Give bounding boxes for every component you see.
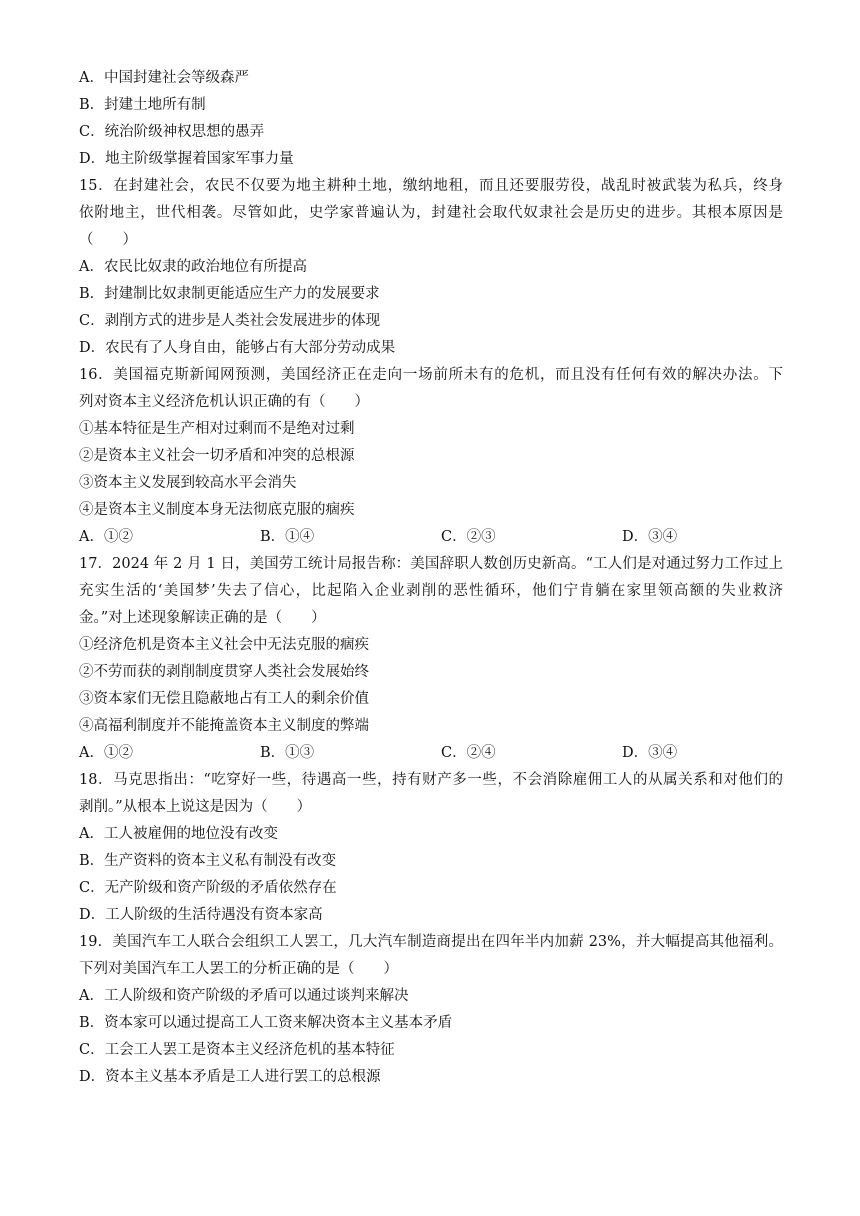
- q19-stem-line-1: 19．美国汽车工人联合会组织工人罢工，几大汽车制造商提出在四年半内加薪 23%，并大幅提高其他福利。: [79, 934, 783, 950]
- q17-choice-d: D．③④: [622, 745, 678, 761]
- q17-choice-a: A．①②: [79, 745, 133, 761]
- q17-statement-3: ③资本家们无偿且隐蔽地占有工人的剩余价值: [79, 691, 369, 707]
- q16-choice-c: C．②③: [441, 529, 496, 545]
- q15-option-b: B．封建制比奴隶制更能适应生产力的发展要求: [79, 286, 380, 302]
- q17-statement-2: ②不劳而获的剥削制度贯穿人类社会发展始终: [79, 664, 369, 680]
- q19-option-d: D．资本主义基本矛盾是工人进行罢工的总根源: [79, 1069, 381, 1085]
- q14-option-b: B．封建土地所有制: [79, 97, 206, 113]
- q19-option-a: A．工人阶级和资产阶级的矛盾可以通过谈判来解决: [79, 988, 409, 1004]
- q15-option-d: D．农民有了人身自由，能够占有大部分劳动成果: [79, 340, 396, 356]
- q16-choices: [79, 527, 783, 547]
- q14-option-a: A．中国封建社会等级森严: [79, 70, 249, 86]
- q17-statement-1: ①经济危机是资本主义社会中无法克服的痼疾: [79, 637, 369, 653]
- q17-choice-c: C．②④: [441, 745, 496, 761]
- q16-choice-d: D．③④: [622, 529, 678, 545]
- q17-statement-4: ④高福利制度并不能掩盖资本主义制度的弊端: [79, 718, 369, 734]
- q18-option-d: D．工人阶级的生活待遇没有资本家高: [79, 907, 323, 923]
- q19-option-c: C．工会工人罢工是资本主义经济危机的基本特征: [79, 1042, 395, 1058]
- q15-stem-line-2: 依附地主，世代相袭。尽管如此，史学家普遍认为，封建社会取代奴隶社会是历史的进步。其根本原因是: [79, 205, 783, 221]
- q16-choice-a: A．①②: [79, 529, 133, 545]
- q16-statement-1: ①基本特征是生产相对过剩而不是绝对过剩: [79, 421, 355, 437]
- q17-choices: [79, 743, 783, 763]
- q18-option-a: A．工人被雇佣的地位没有改变: [79, 826, 278, 842]
- q17-choice-b: B．①③: [260, 745, 315, 761]
- q18-option-c: C．无产阶级和资产阶级的矛盾依然存在: [79, 880, 337, 896]
- q16-stem-line-2: 列对资本主义经济危机认识正确的有（ ）: [79, 394, 369, 410]
- q16-stem-line-1: 16．美国福克斯新闻网预测，美国经济正在走向一场前所未有的危机，而且没有任何有效的解决办法。下: [79, 367, 783, 383]
- q15-stem-line-3: （ ）: [79, 232, 137, 248]
- q17-stem-line-3: 金。”对上述现象解读正确的是（ ）: [79, 610, 326, 626]
- q16-statement-3: ③资本主义发展到较高水平会消失: [79, 475, 297, 491]
- q15-option-a: A．农民比奴隶的政治地位有所提高: [79, 259, 307, 275]
- q14-option-c: C．统治阶级神权思想的愚弄: [79, 124, 265, 140]
- q17-stem-line-1: 17．2024 年 2 月 1 日，美国劳工统计局报告称：美国辞职人数创历史新高。“工人们是对通过努力工作过上: [79, 556, 783, 572]
- q16-statement-4: ④是资本主义制度本身无法彻底克服的痼疾: [79, 502, 355, 518]
- q18-option-b: B．生产资料的资本主义私有制没有改变: [79, 853, 337, 869]
- q14-option-d: D．地主阶级掌握着国家军事力量: [79, 151, 294, 167]
- q18-stem-line-1: 18．马克思指出：“吃穿好一些，待遇高一些，持有财产多一些，不会消除雇佣工人的从属关系和对他们的: [79, 772, 783, 788]
- q15-stem-line-1: 15．在封建社会，农民不仅要为地主耕种土地，缴纳地租，而且还要服劳役，战乱时被武装为私兵，终身: [79, 178, 783, 194]
- q19-stem-line-2: 下列对美国汽车工人罢工的分析正确的是（ ）: [79, 961, 398, 977]
- q17-stem-line-2: 充实生活的‘美国梦’失去了信心，比起陷入企业剥削的恶性循环，他们宁肯躺在家里领高额的失业救济: [79, 583, 783, 599]
- q18-stem-line-2: 剥削。”从根本上说这是因为（ ）: [79, 799, 312, 815]
- q19-option-b: B．资本家可以通过提高工人工资来解决资本主义基本矛盾: [79, 1015, 453, 1031]
- q15-option-c: C．剥削方式的进步是人类社会发展进步的体现: [79, 313, 381, 329]
- q16-statement-2: ②是资本主义社会一切矛盾和冲突的总根源: [79, 448, 355, 464]
- q16-choice-b: B．①④: [260, 529, 315, 545]
